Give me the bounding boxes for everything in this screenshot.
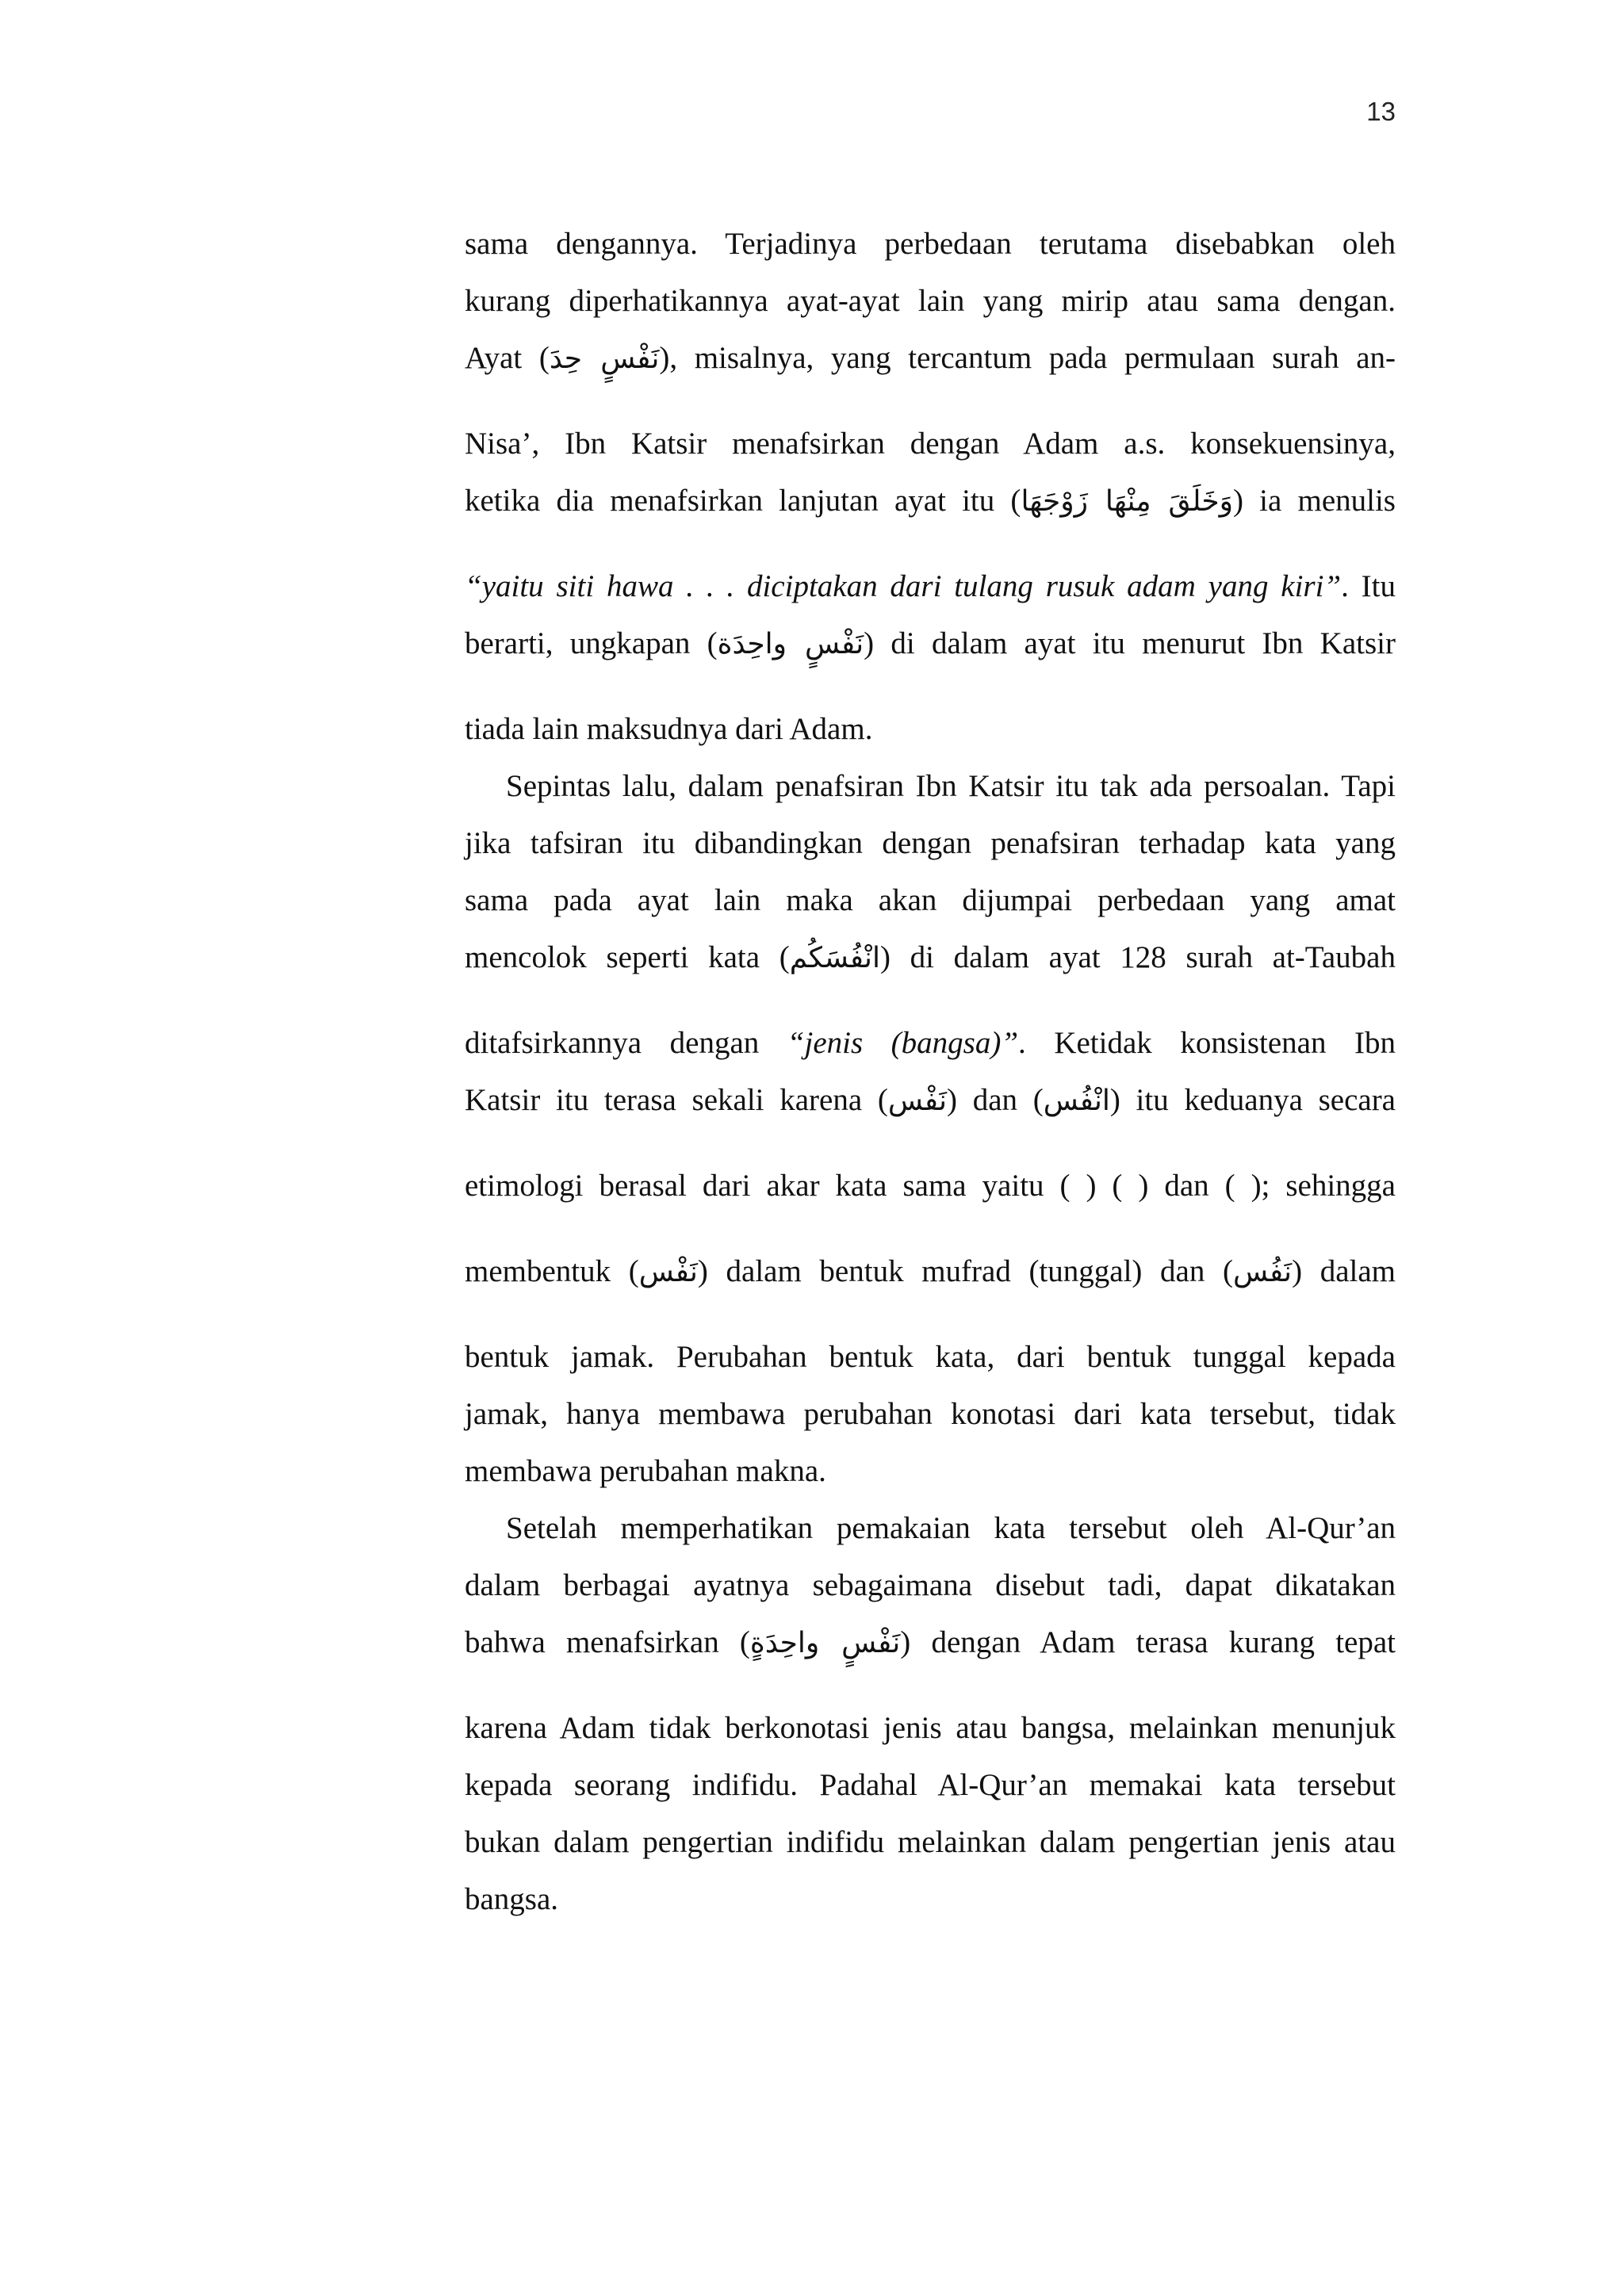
paragraph-start-line: Setelah memperhatikan pemakaian kata tersebut oleh Al-Qur’an [506, 1511, 1396, 1545]
text-line: membawa perubahan makna. [465, 1454, 826, 1488]
text-line: bahwa menafsirkan (نَفْسٍ واحِدَةٍ) dengan Adam terasa kurang tepat [465, 1625, 1396, 1659]
text-line: ketika dia menafsirkan lanjutan ayat itu (وَخَلَقَ مِنْهَا زَوْجَهَا) ia menulis [465, 484, 1396, 518]
text-line: karena Adam tidak berkonotasi jenis atau bangsa, melainkan menunjuk [465, 1711, 1396, 1745]
text-line: Katsir itu terasa sekali karena (نَفْس) dan (انْفُس) itu keduanya secara [465, 1083, 1396, 1117]
arabic-term: نَفْسٍ حِدَ [549, 342, 660, 375]
italic-quote: “jenis (bangsa)” [787, 1026, 1019, 1060]
arabic-term: نَفُس [1232, 1256, 1293, 1288]
text-line: etimologi berasal dari akar kata sama yaitu ( ) ( ) dan ( ); sehingga [465, 1169, 1396, 1203]
arabic-term: انْفُس [1043, 1085, 1110, 1117]
paragraph-start-line: Sepintas lalu, dalam penafsiran Ibn Katsir itu tak ada persoalan. Tapi [506, 769, 1396, 803]
text-line: kepada seorang indifidu. Padahal Al-Qur’an memakai kata tersebut [465, 1768, 1396, 1802]
text-line: sama dengannya. Terjadinya perbedaan terutama disebabkan oleh [465, 227, 1396, 261]
italic-quote: “yaitu siti hawa . . . diciptakan dari tulang rusuk adam yang kiri” [465, 569, 1342, 603]
text-line: jamak, hanya membawa perubahan konotasi dari kata tersebut, tidak [465, 1397, 1396, 1431]
page-number: 13 [1366, 97, 1396, 126]
text-line: bangsa. [465, 1882, 559, 1916]
body-text [465, 224, 1396, 1936]
text-line: ditafsirkannya dengan “jenis (bangsa)”. Ketidak konsistenan Ibn [465, 1026, 1396, 1060]
text-line: sama pada ayat lain maka akan dijumpai perbedaan yang amat [465, 883, 1396, 917]
arabic-term: انْفُسَكُم [789, 942, 880, 974]
text-line: Ayat (نَفْسٍ حِدَ), misalnya, yang tercantum pada permulaan surah an- [465, 341, 1396, 375]
text-line: kurang diperhatikannya ayat-ayat lain yang mirip atau sama dengan. [465, 284, 1396, 318]
text-line: membentuk (نَفْس) dalam bentuk mufrad (tunggal) dan (نَفُس) dalam [465, 1254, 1396, 1288]
text-line: bentuk jamak. Perubahan bentuk kata, dari bentuk tunggal kepada [465, 1340, 1396, 1374]
text-line: jika tafsiran itu dibandingkan dengan penafsiran terhadap kata yang [465, 826, 1396, 860]
arabic-term: نَفْسٍ واحِدَة [717, 628, 864, 660]
text-line: “yaitu siti hawa . . . diciptakan dari tulang rusuk adam yang kiri”. Itu [465, 569, 1396, 603]
arabic-term: وَخَلَقَ مِنْهَا زَوْجَهَا [1021, 485, 1234, 518]
text-line: mencolok seperti kata (انْفُسَكُم) di dalam ayat 128 surah at-Taubah [465, 940, 1396, 974]
arabic-term: نَفْسٍ واحِدَةٍ [749, 1627, 901, 1659]
text-line: Nisa’, Ibn Katsir menafsirkan dengan Adam a.s. konsekuensinya, [465, 427, 1396, 461]
text-line: berarti, ungkapan (نَفْسٍ واحِدَة) di dalam ayat itu menurut Ibn Katsir [465, 626, 1396, 660]
arabic-term: نَفْس [887, 1085, 947, 1117]
text-line: dalam berbagai ayatnya sebagaimana disebut tadi, dapat dikatakan [465, 1568, 1396, 1602]
arabic-term: نَفْس [638, 1256, 698, 1288]
text-line: tiada lain maksudnya dari Adam. [465, 712, 873, 746]
text-line: bukan dalam pengertian indifidu melainkan dalam pengertian jenis atau [465, 1825, 1396, 1859]
